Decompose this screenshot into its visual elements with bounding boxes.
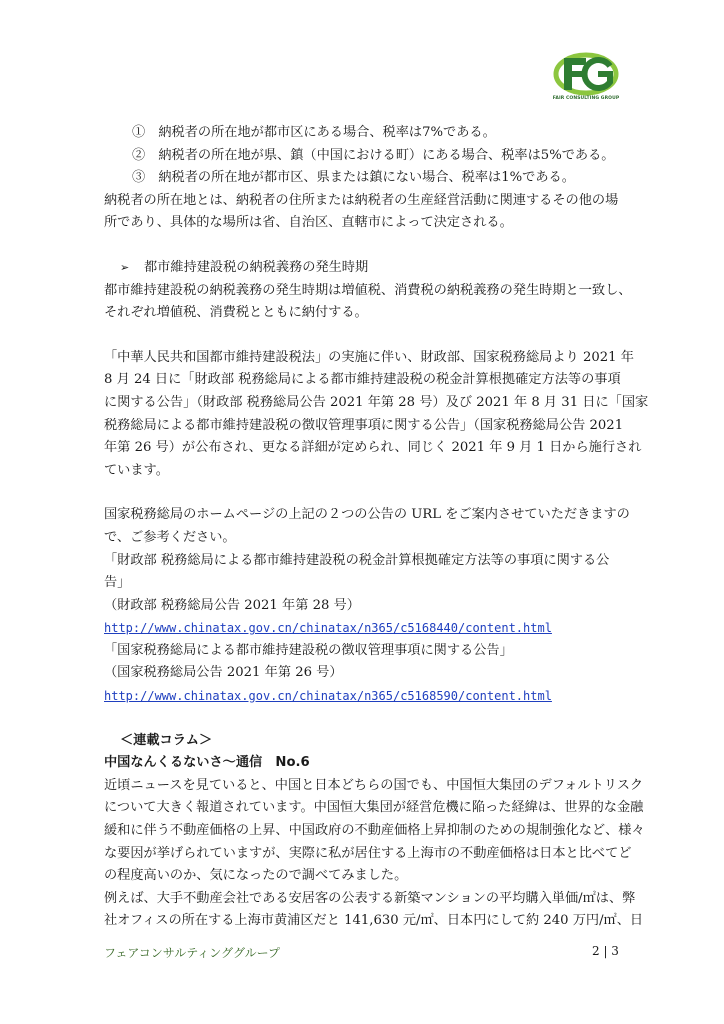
notice-2-number: （国家税務総局公告 2021 年第 26 号） <box>104 665 343 681</box>
section-body-line: 都市維持建設税の納税義務の発生時期は増値税、消費税の納税義務の発生時期と一致し、 <box>104 282 632 298</box>
url-intro-line: で、ご参考ください。 <box>104 529 236 545</box>
tax-rate-item-1: ① 納税者の所在地が都市区にある場合、税率は7%である。 <box>132 125 496 140</box>
column-body-line: 近頃ニュースを見ていると、中国と日本どちらの国でも、中国恒大集団のデフォルトリスク <box>104 777 644 793</box>
location-definition-line: 所であり、具体的な場所は省、自治区、直轄市によって決定される。 <box>104 215 513 231</box>
footer-page-number: 2 | 3 <box>592 944 619 958</box>
notice-1-title: 「財政部 税務総局による都市維持建設税の税金計算根拠確定方法等の事項に関する公 <box>104 552 610 568</box>
logo-caption: FAIR CONSULTING GROUP <box>552 96 620 101</box>
company-logo <box>552 52 620 102</box>
footer-company-name: フェアコンサルティンググループ <box>104 946 281 960</box>
tax-rate-item-2: ② 納税者の所在地が県、鎮（中国における町）にある場合、税率は5%である。 <box>132 147 615 163</box>
section-body-line: それぞれ増値税、消費税とともに納付する。 <box>104 305 368 321</box>
column-label: ＜連載コラム＞ <box>120 732 213 748</box>
column-body-line: 緩和に伴う不動産価格の上昇、中国政府の不動産価格上昇抑制のための規制強化など、様々 <box>104 823 645 839</box>
law-paragraph-line: に関する公告」（財政部 税務総局公告 2021 年第 28 号）及び 2021 年 8 月 31 日に「国家 <box>104 394 649 410</box>
notice-2-title: 「国家税務総局による都市維持建設税の徴収管理事項に関する公告」 <box>104 642 513 658</box>
section-heading-text: 都市維持建設税の納税義務の発生時期 <box>144 259 369 275</box>
url-intro-line: 国家税務総局のホームページの上記の２つの公告の URL をご案内させていただきますの <box>104 507 630 523</box>
column-body-line: について大きく報道されています。中国恒大集団が経営危機に陥った経緯は、世界的な金融 <box>104 800 644 816</box>
column-body-line: な要因が挙げられていますが、実際に私が居住する上海市の不動産価格は日本と比べてど <box>104 845 632 861</box>
arrow-bullet-icon: ➢ <box>120 260 130 274</box>
law-paragraph-line: 「中華人民共和国都市維持建設税法」の実施に伴い、財政部、国家税務総局より 2021 年 <box>104 349 634 365</box>
location-definition-line: 納税者の所在地とは、納税者の住所または納税者の生産経営活動に関連するその他の場 <box>104 192 619 208</box>
notice-2-link[interactable]: http://www.chinatax.gov.cn/chinatax/n365/c5168590/content.html <box>104 689 552 704</box>
tax-rate-item-3: ③ 納税者の所在地が都市区、県または鎮にない場合、税率は1%である。 <box>132 170 575 186</box>
law-paragraph-line: 年第 26 号）が公布され、更なる詳細が定められ、同じく 2021 年 9 月 1 日から施行され <box>104 440 642 456</box>
fcg-logo-icon <box>552 52 620 96</box>
column-title: 中国なんくるないさ～通信 No.6 <box>104 755 310 771</box>
column-body-line: の程度高いのか、気になったので調べてみました。 <box>104 868 408 884</box>
document-body <box>104 122 649 933</box>
column-body-line: 社オフィスの所在する上海市黄浦区だと 141,630 元/㎡、日本円にして約 240 万円/㎡、日 <box>104 913 644 929</box>
law-paragraph-line: ています。 <box>104 462 169 478</box>
notice-1-title: 告」 <box>104 575 131 591</box>
section-heading <box>104 257 634 280</box>
column-body-line: 例えば、大手不動産会社である安居客の公表する新築マンションの平均購入単価/㎡は、弊 <box>104 890 636 906</box>
law-paragraph-line: 税務総局による都市維持建設税の徴収管理事項に関する公告」（国家税務総局公告 2021 <box>104 417 624 433</box>
notice-1-number: （財政部 税務総局公告 2021 年第 28 号） <box>104 597 360 613</box>
notice-1-link[interactable]: http://www.chinatax.gov.cn/chinatax/n365/c5168440/content.html <box>104 621 552 636</box>
law-paragraph-line: 8 月 24 日に「財政部 税務総局による都市維持建設税の税金計算根拠確定方法等の事項 <box>104 372 621 388</box>
